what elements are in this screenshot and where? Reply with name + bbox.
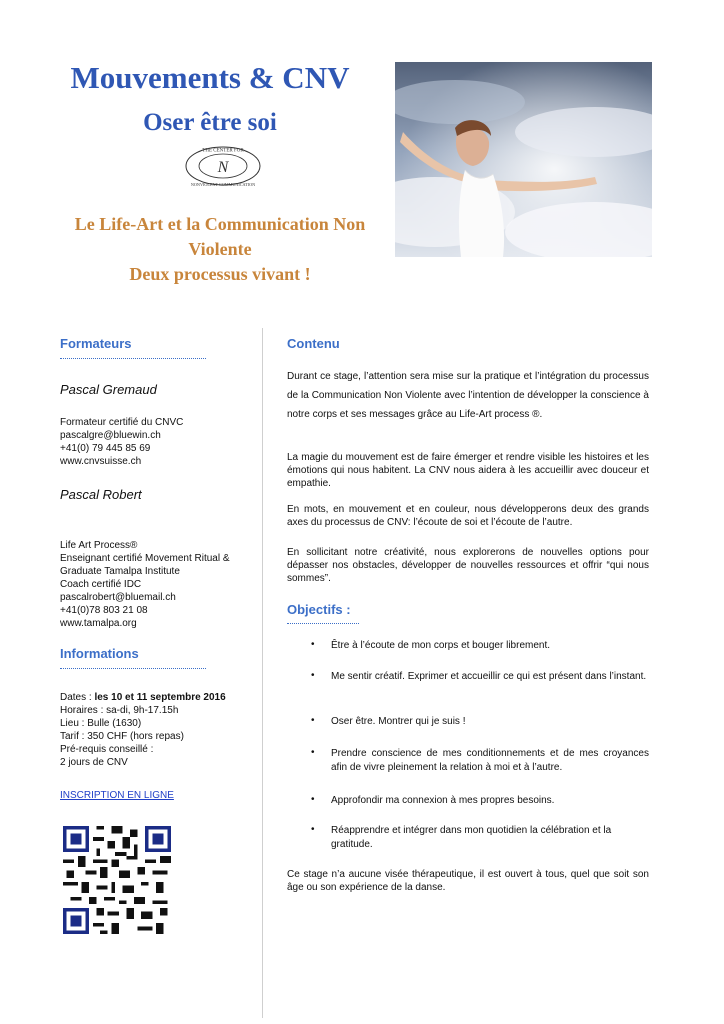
- trainer-2-line-3: Graduate Tamalpa Institute: [60, 566, 180, 577]
- dates-value: les 10 et 11 septembre 2016: [94, 692, 226, 703]
- tagline-line-3: Deux processus vivant !: [129, 264, 311, 284]
- column-divider: [262, 328, 263, 1018]
- contenu-paragraph-3: En mots, en mouvement et en couleur, nous développerons deux des grands axes du processus de CNV: l’écoute de soi et l’écoute de l’autre.: [287, 504, 649, 528]
- bullet-marker: •: [311, 747, 315, 758]
- contenu-heading: Contenu: [287, 336, 340, 351]
- objectif-item: Réapprendre et intégrer dans mon quotidien la célébration et la gratitude.: [331, 825, 612, 850]
- trainer-1-phone: +41(0) 79 445 85 69: [60, 443, 151, 454]
- bullet-marker: •: [311, 670, 315, 681]
- hero-photo-woman-sky: [395, 62, 652, 257]
- page-subtitle: Oser être soi: [143, 109, 277, 136]
- trainer-1-website: www.cnvsuisse.ch: [60, 456, 142, 467]
- tagline: [40, 212, 400, 262]
- contenu-paragraph-4: En sollicitant notre créativité, nous explorerons de nouvelles options pour dépasser nos obstacles, développer de nouvelles ressources et offrir “qui nous sommes”.: [287, 547, 649, 584]
- logo-text-bottom: NONVIOLENT COMMUNICATION: [190, 182, 256, 187]
- formateurs-heading: Formateurs: [60, 336, 132, 351]
- prerequis-value: 2 jours de CNV: [60, 757, 128, 768]
- informations-heading: Informations: [60, 646, 139, 661]
- closing-paragraph: Ce stage n’a aucune visée thérapeutique, il est ouvert à tous, quel que soit son âge ou son expérience de la danse.: [287, 869, 649, 893]
- objectifs-heading-underline: [287, 623, 359, 624]
- trainer-2-phone: +41(0)78 803 21 08: [60, 605, 148, 616]
- objectif-item: Approfondir ma connexion à mes propres besoins.: [331, 795, 555, 806]
- trainer-2-line-4: Coach certifié IDC: [60, 579, 142, 590]
- lieu-line: Lieu : Bulle (1630): [60, 718, 142, 729]
- trainer-1-email: pascalgre@bluewin.ch: [60, 430, 161, 441]
- logo-initial: N: [217, 159, 229, 176]
- dates-label: Dates :: [60, 692, 95, 703]
- dates-line: [60, 692, 226, 704]
- bullet-marker: •: [311, 824, 315, 835]
- formateurs-heading-underline: [60, 358, 206, 359]
- bullet-marker: •: [311, 715, 315, 726]
- objectif-item: Être à l’écoute de mon corps et bouger librement.: [331, 640, 551, 651]
- trainer-2-name: Pascal Robert: [60, 487, 142, 502]
- trainer-1-certification: Formateur certifié du CNVC: [60, 417, 184, 428]
- prerequis-line: Pré-requis conseillé :: [60, 744, 154, 755]
- qr-code[interactable]: [62, 826, 172, 934]
- objectifs-heading: Objectifs :: [287, 602, 351, 617]
- tagline-line-2: Violente: [188, 239, 252, 259]
- informations-heading-underline: [60, 668, 206, 669]
- objectif-item: Oser être. Montrer qui je suis !: [331, 716, 466, 727]
- tarif-line: Tarif : 350 CHF (hors repas): [60, 731, 184, 742]
- trainer-2-line-2: Enseignant certifié Movement Ritual &: [60, 553, 230, 564]
- trainer-2-website: www.tamalpa.org: [60, 618, 137, 629]
- inscription-link[interactable]: INSCRIPTION EN LIGNE: [60, 790, 174, 801]
- cnvc-logo: [180, 142, 266, 190]
- tagline-line-1: Le Life-Art et la Communication Non: [74, 214, 366, 234]
- bullet-marker: •: [311, 794, 315, 805]
- trainer-2-email: pascalrobert@bluemail.ch: [60, 592, 176, 603]
- objectif-item: Me sentir créatif. Exprimer et accueillir ce qui est présent dans l’instant.: [331, 671, 647, 682]
- trainer-2-line-1: Life Art Process®: [60, 540, 138, 551]
- objectif-item: Prendre conscience de mes conditionnements et de mes croyances afin de vivre pleinement la relation à moi et à l’autre.: [331, 748, 649, 773]
- horaires-line: Horaires : sa-di, 9h-17.15h: [60, 705, 179, 716]
- bullet-marker: •: [311, 639, 315, 650]
- page-title: Mouvements & CNV: [70, 60, 350, 95]
- logo-text-top: THE CENTER FOR: [202, 148, 244, 154]
- contenu-paragraph-2: La magie du mouvement est de faire émerger et rendre visible les histoires et les émotions qui nous habitent. La CNV nous aidera à les accueillir avec douceur et empathie.: [287, 452, 649, 489]
- contenu-paragraph-1: Durant ce stage, l’attention sera mise sur la pratique et l’intégration du processus de la Communication Non Violente avec l’intention de développer la conscience à notre corps et ses messages grâce au Life-Art process ®.: [287, 371, 649, 420]
- trainer-1-name: Pascal Gremaud: [60, 382, 157, 397]
